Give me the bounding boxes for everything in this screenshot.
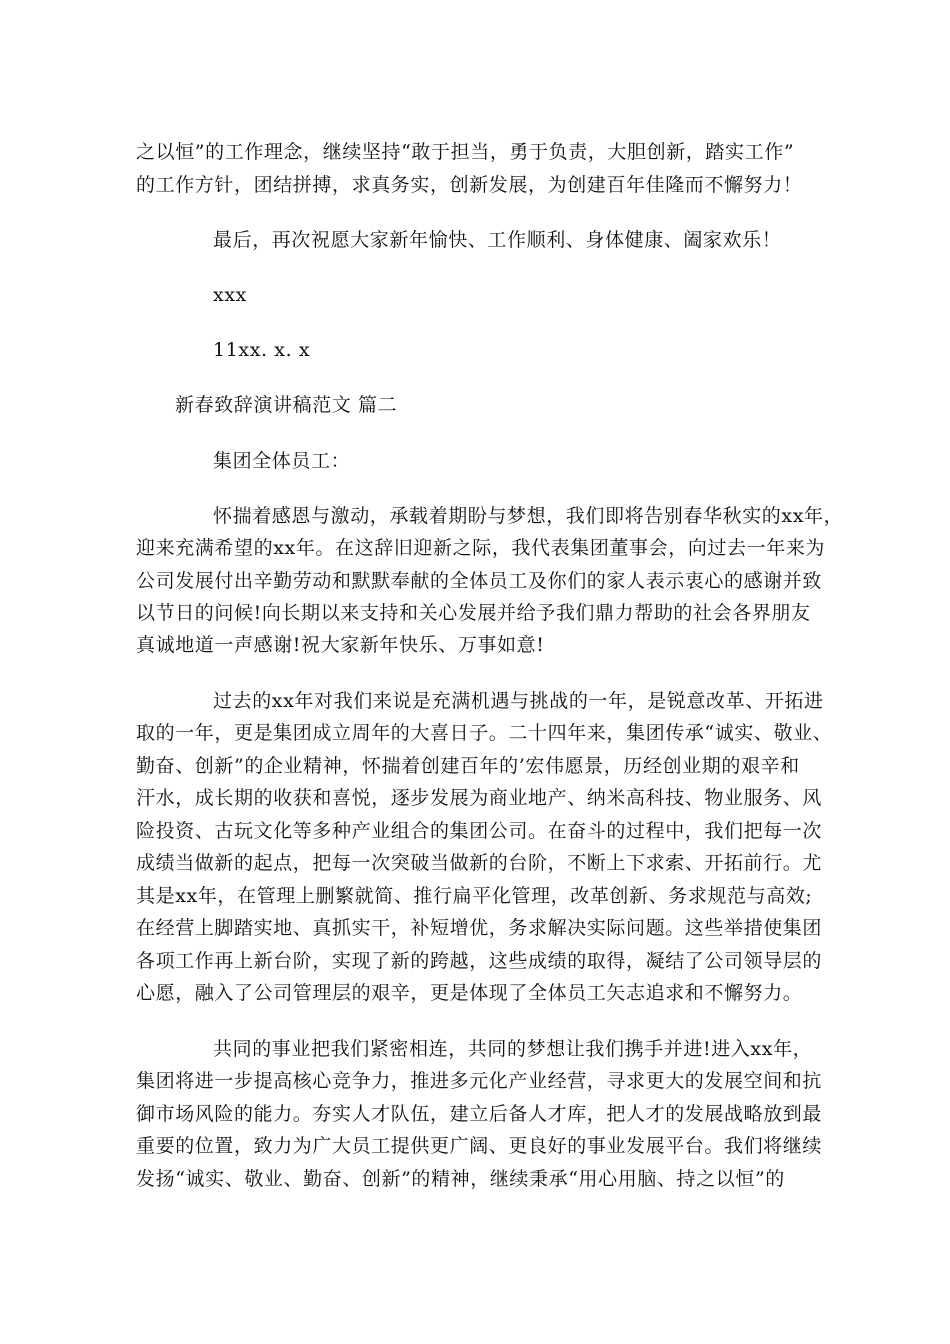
body-text-line: 的工作方针，团结拼搏，求真务实，创新发展，为创建百年佳隆而不懈努力！ bbox=[136, 174, 803, 196]
body-text-line: 过去的xx年对我们来说是充满机遇与挑战的一年，是锐意改革、开拓进 bbox=[213, 690, 824, 712]
body-text-line: 心愿，融入了公司管理层的艰辛，更是体现了全体员工矢志追求和不懈努力。 bbox=[136, 982, 803, 1004]
body-text-line: 成绩当做新的起点，把每一次突破当做新的台阶，不断上下求索、开拓前行。尤 bbox=[136, 852, 823, 874]
body-text-line: 之以恒”的工作理念，继续坚持“敢于担当，勇于负责，大胆创新，踏实工作” bbox=[136, 141, 795, 163]
date: 11xx. x. x bbox=[213, 339, 311, 361]
body-text-line: 御市场风险的能力。夯实人才队伍，建立后备人才库，把人才的发展战略放到最 bbox=[136, 1103, 823, 1125]
section-heading: 新春致辞演讲稿范文 篇二 bbox=[175, 394, 398, 416]
body-text-line: 各项工作再上新台阶，实现了新的跨越，这些成绩的取得，凝结了公司领导层的 bbox=[136, 950, 823, 972]
body-text-line: 重要的位置，致力为广大员工提供更广阔、更良好的事业发展平台。我们将继续 bbox=[136, 1135, 823, 1157]
body-text-line: 迎来充满希望的xx年。在这辞旧迎新之际，我代表集团董事会，向过去一年来为 bbox=[136, 537, 826, 559]
salutation: 集团全体员工： bbox=[213, 450, 351, 472]
body-text-line: 发扬“诚实、敬业、勤奋、创新”的精神，继续秉承“用心用脑、持之以恒”的 bbox=[136, 1168, 785, 1190]
body-text-line: 汗水，成长期的收获和喜悦，逐步发展为商业地产、纳米高科技、物业服务、风 bbox=[136, 787, 823, 809]
body-text-line: 真诚地道一声感谢!祝大家新年快乐、万事如意! bbox=[136, 634, 545, 656]
body-text-line: 险投资、古玩文化等多种产业组合的集团公司。在奋斗的过程中，我们把每一次 bbox=[136, 820, 823, 842]
body-text-line: 勤奋、创新”的企业精神，怀揣着创建百年的’宏伟愿景，历经创业期的艰辛和 bbox=[136, 755, 800, 777]
body-text-line: 在经营上脚踏实地、真抓实干，补短增优，务求解决实际问题。这些举措使集团 bbox=[136, 917, 823, 939]
body-text-line: 公司发展付出辛勤劳动和默默奉献的全体员工及你们的家人表示衷心的感谢并致 bbox=[136, 570, 823, 592]
closing-wish: 最后，再次祝愿大家新年愉快、工作顺利、身体健康、阖家欢乐！ bbox=[213, 229, 782, 251]
body-text-line: 集团将进一步提高核心竞争力，推进多元化产业经营，寻求更大的发展空间和抗 bbox=[136, 1070, 823, 1092]
body-text-line: 其是xx年，在管理上删繁就简、推行扁平化管理，改革创新、务求规范与高效; bbox=[136, 885, 813, 907]
body-text-line: 取的一年，更是集团成立周年的大喜日子。二十四年来，集团传承“诚实、敬业、 bbox=[136, 722, 833, 744]
body-text-line: 共同的事业把我们紧密相连，共同的梦想让我们携手并进!进入xx年， bbox=[213, 1038, 813, 1060]
body-text-line: 以节日的问候!向长期以来支持和关心发展并给予我们鼎力帮助的社会各界朋友 bbox=[136, 602, 811, 624]
signature: xxx bbox=[213, 284, 247, 306]
body-text-line: 怀揣着感恩与激动，承载着期盼与梦想，我们即将告别春华秋实的xx年， bbox=[213, 505, 844, 527]
